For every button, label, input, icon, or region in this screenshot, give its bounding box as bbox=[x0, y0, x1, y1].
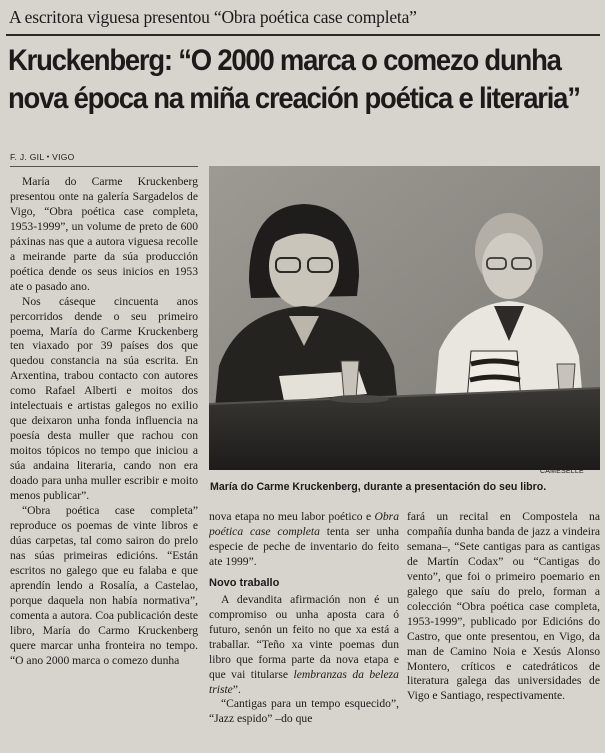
photo-caption: María do Carme Kruckenberg, durante a presentación do seu libro. bbox=[210, 481, 547, 493]
body-paragraph: fará un recital en Compostela na compañía dunha banda de jazz a vindeira semana–, “Sete cantigas para as cantigas de Martín Codax” ou “Cantigas do vento”, que foi o primeiro poemario en galego que saíu do prelo, forman a colección “Obra poética case completa, 1953-1999”, publicado por Edicións do Castro, que onte presentou, en Vigo, da man de Camino Noia e Xesús Alonso Montero, críticos e catedráticos de literatura galega das universidades de Vigo e Santiago, respectivamente. bbox=[407, 510, 600, 703]
body-column-2 bbox=[209, 510, 399, 750]
photo-illustration bbox=[209, 166, 600, 470]
body-column-1 bbox=[10, 175, 198, 750]
body-paragraph bbox=[209, 593, 399, 698]
section-subhead: Novo traballo bbox=[209, 576, 280, 589]
byline-bullet: • bbox=[46, 154, 50, 161]
headline-line-2: nova época na miña creación poética e literaria” bbox=[8, 82, 580, 115]
text-run: nova etapa no meu labor poético e bbox=[209, 510, 375, 523]
article-photo bbox=[209, 166, 600, 470]
photo-credit: CAMESELLE bbox=[540, 468, 584, 475]
body-paragraph: Nos cáseque cincuenta anos percorridos dende o seu primeiro poema, María do Carme Kruckenberg ten viaxado por 39 países dos que quedou constancia na súa escrita. En Arxentina, trabou contacto con autores como Rafael Alberti e moitos dos intelectuais e artistas galegos no exilio que deixaron unha fonda influencia na poesía desta muller que rachou con moitos tópicos no tempo que iniciou a súa andaina literaria, cando non era doado para unha muller escribir e moito menos publicar”. bbox=[10, 294, 198, 503]
byline-place: VIGO bbox=[52, 152, 75, 162]
body-paragraph: María do Carme Kruckenberg presentou onte na galería Sargadelos de Vigo, “Obra poética case completa, 1953-1999”, un volume de preto de 600 páxinas nas que a autora viguesa recolle a meirande parte da súa producción poética dende os seus inicios en 1953 ate o pasado ano. bbox=[10, 175, 198, 293]
body-paragraph: “Obra poética case completa” reproduce os poemas de vinte libros e dúas carpetas, tal como sairon do prelo nas súas primeiras edicións. “Están escritos no galego que eu falaba e que aprendín lendo a Rosalía, a Castelao, porque daquela non había normativa”, comenta a autora. Coa publicación deste libro, María do Carmo Kruckenberg quere marcar unha fronteira no tempo. “O ano 2000 marca o comezo dunha bbox=[10, 503, 198, 667]
body-paragraph: “Cantigas para un tempo esquecido”, “Jazz espido” –do que bbox=[209, 697, 399, 726]
top-rule bbox=[6, 34, 600, 36]
byline-author: F. J. GIL bbox=[10, 152, 45, 162]
book-title: lembranzas da beleza triste bbox=[209, 667, 399, 696]
text-run: A devandita afirmación non é un compromiso ou unha aposta cara ó futuro, senón un feito no que xa está a traballar. “Teño xa vinte poemas dun libro que forma parte da nova etapa e que vai titularse bbox=[209, 592, 399, 681]
article-headline bbox=[8, 42, 580, 118]
body-column-3 bbox=[407, 510, 600, 750]
article-kicker: A escritora viguesa presentou “Obra poética case completa” bbox=[9, 7, 417, 27]
text-run: ”. bbox=[232, 682, 241, 696]
text-run: tenta ser unha especie de peche de inventario do feito ate 1999”. bbox=[209, 524, 399, 568]
headline-line-1: Kruckenberg: “O 2000 marca o comezo dunha bbox=[8, 44, 561, 77]
book-title: Obra poética case completa bbox=[209, 510, 399, 538]
byline bbox=[10, 152, 75, 162]
body-paragraph bbox=[209, 510, 399, 570]
byline-rule bbox=[10, 166, 198, 167]
